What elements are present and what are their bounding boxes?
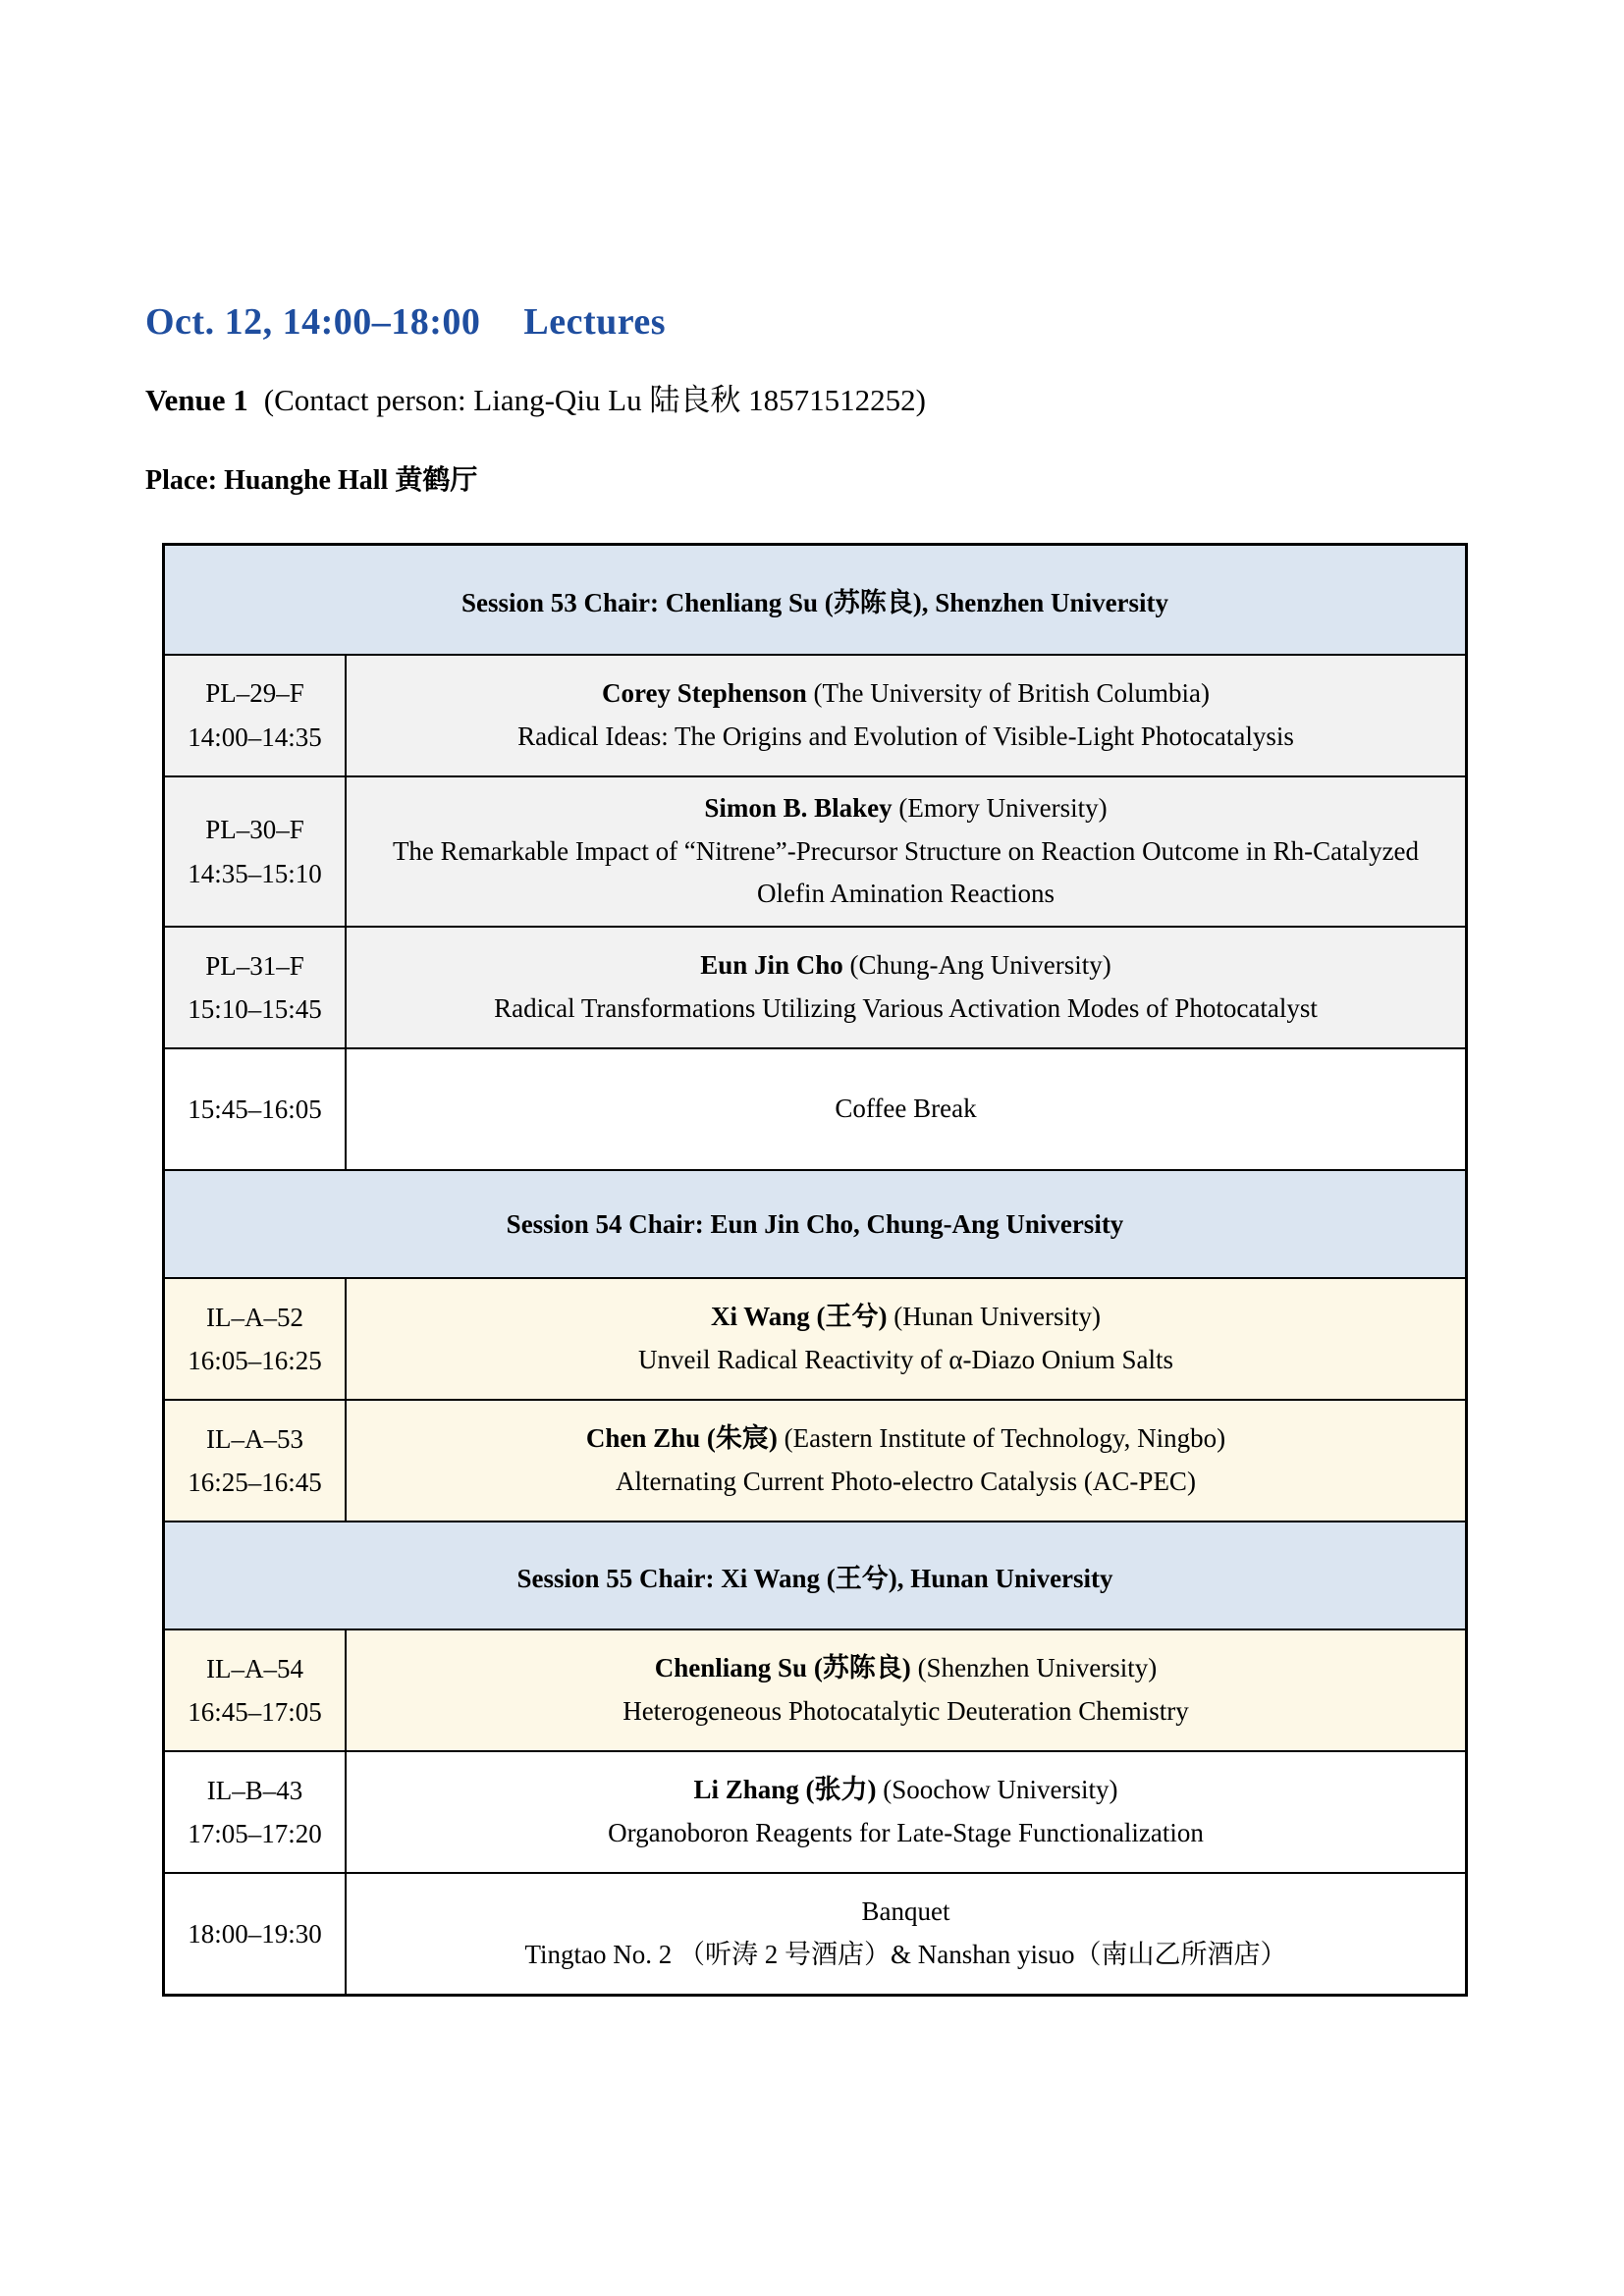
talk-affiliation: (Emory University) (892, 793, 1108, 823)
talk-row (165, 1277, 1465, 1399)
talk-affiliation: (The University of British Columbia) (806, 678, 1210, 709)
talk-row (165, 1629, 1465, 1750)
talk-time: 16:05–16:25 (188, 1346, 322, 1376)
talk-affiliation: (Shenzhen University) (910, 1653, 1158, 1683)
talk-time: 17:05–17:20 (188, 1819, 322, 1849)
talk-code: IL–A–53 (206, 1423, 303, 1454)
talk-title: The Remarkable Impact of “Nitrene”-Precursor Structure on Reaction Outcome in Rh-Catalyzed Olefin Amination Reactions (392, 835, 1420, 909)
talk-detail-cell (347, 1630, 1465, 1750)
talk-speaker: Chen Zhu (朱宸) (585, 1423, 778, 1454)
venue-line (145, 375, 1624, 419)
talk-row (165, 1399, 1465, 1521)
event-row (165, 1872, 1465, 1994)
talk-speaker: Simon B. Blakey (704, 793, 893, 823)
talk-row (165, 654, 1465, 775)
talk-time: 16:45–17:05 (188, 1697, 322, 1728)
break-time: 15:45–16:05 (188, 1094, 322, 1124)
talk-time: 14:00–14:35 (188, 722, 322, 752)
break-time-cell (165, 1049, 347, 1169)
talk-speaker-line (380, 1769, 1432, 1812)
talk-speaker-line (380, 1417, 1432, 1461)
session-title: Session 54 Chair: Eun Jin Cho, Chung-Ang University (506, 1208, 1124, 1239)
session-header-row (165, 546, 1465, 654)
event-location: Tingtao No. 2 （听涛 2 号酒店）& Nanshan yisuo（南山乙所酒店） (524, 1940, 1287, 1970)
talk-code: PL–30–F (205, 815, 304, 845)
session-title: Session 53 Chair: Chenliang Su (苏陈良), Shenzhen University (460, 587, 1169, 617)
talk-title: Unveil Radical Reactivity of α-Diazo Onium Salts (637, 1345, 1174, 1375)
talk-title: Radical Ideas: The Origins and Evolution of Visible-Light Photocatalysis (517, 721, 1294, 751)
talk-speaker-line (380, 672, 1432, 716)
talk-title: Organoboron Reagents for Late-Stage Functionalization (608, 1818, 1204, 1848)
talk-detail-cell (347, 928, 1465, 1047)
talk-row (165, 775, 1465, 926)
page-title (145, 300, 1624, 344)
break-title: Coffee Break (835, 1094, 977, 1124)
schedule-table (162, 543, 1468, 1997)
talk-speaker-line (380, 1647, 1432, 1690)
break-detail-cell (347, 1049, 1465, 1169)
talk-time-cell (165, 1279, 347, 1399)
talk-code: IL–A–54 (206, 1653, 303, 1683)
talk-detail-cell (347, 656, 1465, 775)
talk-speaker: Chenliang Su (苏陈良) (654, 1653, 911, 1683)
talk-detail-cell (347, 1752, 1465, 1872)
talk-time-cell (165, 777, 347, 926)
talk-affiliation: (Eastern Institute of Technology, Ningbo) (777, 1423, 1226, 1454)
page-title-event-type: Lectures (523, 301, 667, 343)
page-title-date: Oct. 12, 14:00–18:00 (145, 301, 481, 343)
talk-code: PL–29–F (205, 678, 304, 709)
talk-row (165, 926, 1465, 1047)
talk-time: 16:25–16:45 (188, 1468, 322, 1498)
session-header-row (165, 1169, 1465, 1277)
venue-contact: (Contact person: Liang-Qiu Lu 陆良秋 18571512252) (263, 383, 926, 417)
talk-time: 14:35–15:10 (188, 858, 322, 888)
talk-speaker-line (380, 787, 1432, 830)
talk-time-cell (165, 1630, 347, 1750)
event-time-cell (165, 1874, 347, 1994)
talk-speaker-line (380, 1296, 1432, 1339)
talk-detail-cell (347, 1279, 1465, 1399)
event-time: 18:00–19:30 (188, 1918, 322, 1949)
talk-detail-cell (347, 1401, 1465, 1521)
break-row (165, 1047, 1465, 1169)
talk-row (165, 1750, 1465, 1872)
session-header-row (165, 1521, 1465, 1629)
talk-speaker: Xi Wang (王兮) (711, 1302, 888, 1332)
talk-time: 15:10–15:45 (188, 994, 322, 1025)
event-detail-cell (347, 1874, 1465, 1994)
talk-affiliation: (Soochow University) (876, 1775, 1118, 1805)
talk-time-cell (165, 656, 347, 775)
talk-code: IL–B–43 (206, 1775, 303, 1805)
talk-title: Alternating Current Photo-electro Catalysis (AC-PEC) (616, 1467, 1196, 1497)
talk-affiliation: (Hunan University) (887, 1302, 1101, 1332)
event-title: Banquet (861, 1896, 950, 1927)
talk-title: Radical Transformations Utilizing Various Activation Modes of Photocatalyst (494, 993, 1318, 1024)
talk-speaker: Corey Stephenson (602, 678, 807, 709)
talk-speaker: Eun Jin Cho (700, 950, 843, 981)
place-line: Place: Huanghe Hall 黄鹤厅 (145, 465, 478, 496)
session-title: Session 55 Chair: Xi Wang (王兮), Hunan University (516, 1563, 1113, 1593)
talk-time-cell (165, 1401, 347, 1521)
venue-label: Venue 1 (145, 383, 248, 417)
talk-time-cell (165, 1752, 347, 1872)
talk-code: IL–A–52 (206, 1302, 303, 1332)
talk-time-cell (165, 928, 347, 1047)
talk-speaker-line (380, 944, 1432, 988)
talk-code: PL–31–F (205, 950, 304, 981)
talk-detail-cell (347, 777, 1465, 926)
talk-speaker: Li Zhang (张力) (693, 1775, 877, 1805)
talk-affiliation: (Chung-Ang University) (842, 950, 1111, 981)
talk-title: Heterogeneous Photocatalytic Deuteration Chemistry (623, 1696, 1189, 1727)
